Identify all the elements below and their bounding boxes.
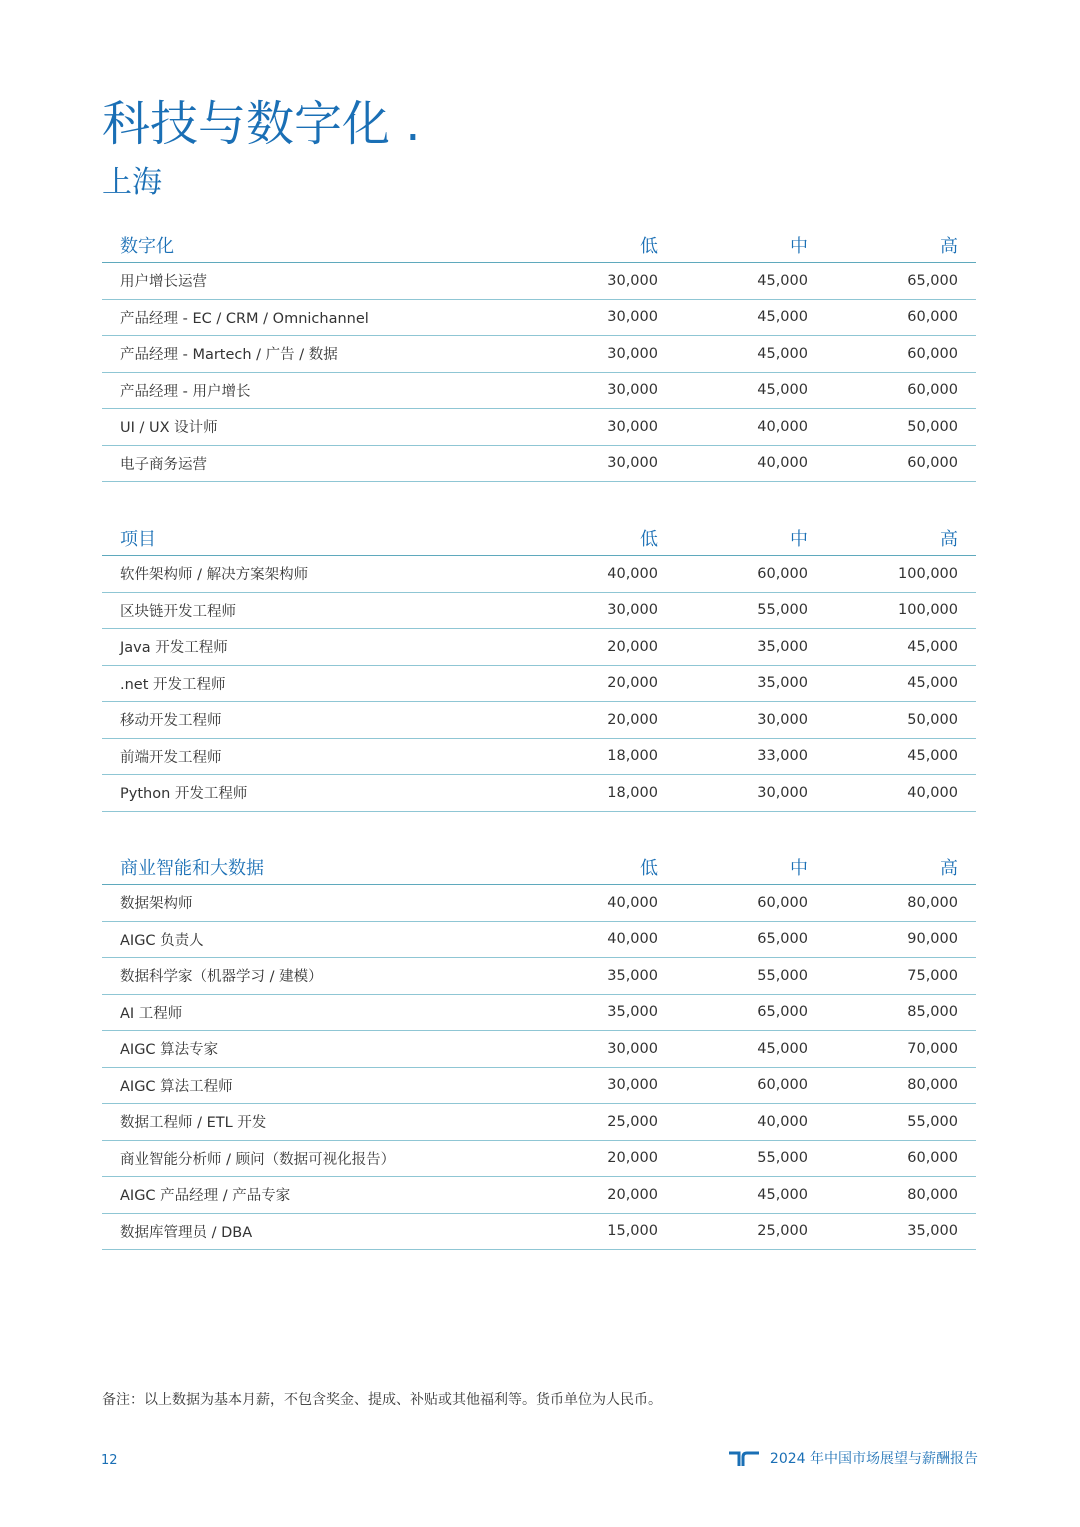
salary-mid: 60,000 — [757, 1077, 808, 1094]
salary-mid: 40,000 — [757, 1113, 808, 1130]
salary-high: 85,000 — [907, 1004, 958, 1021]
col-low: 低 — [640, 858, 658, 879]
salary-high: 90,000 — [907, 931, 958, 948]
salary-high: 80,000 — [907, 1077, 958, 1094]
col-mid: 中 — [790, 529, 808, 550]
salary-high: 40,000 — [907, 784, 958, 801]
table-row — [102, 1068, 976, 1105]
salary-low: 18,000 — [607, 784, 658, 801]
table-row — [102, 1104, 976, 1141]
salary-low: 30,000 — [607, 1077, 658, 1094]
salary-high: 100,000 — [898, 565, 958, 582]
page-subtitle: 上海 — [102, 165, 162, 200]
salary-low: 30,000 — [607, 272, 658, 289]
role-name: 数据库管理员 / DBA — [120, 1224, 253, 1241]
salary-low: 40,000 — [607, 931, 658, 948]
role-name: 前端开发工程师 — [120, 749, 222, 766]
salary-high: 45,000 — [907, 638, 958, 655]
table-row — [102, 446, 976, 483]
salary-mid: 35,000 — [757, 638, 808, 655]
brand-logo-icon — [728, 1449, 760, 1467]
salary-table-projects — [102, 521, 976, 812]
salary-high: 60,000 — [907, 455, 958, 472]
salary-table-digital — [102, 228, 976, 482]
salary-high: 65,000 — [907, 272, 958, 289]
salary-low: 20,000 — [607, 711, 658, 728]
salary-high: 55,000 — [907, 1113, 958, 1130]
salary-high: 50,000 — [907, 418, 958, 435]
report-footer — [728, 1448, 978, 1468]
role-name: AIGC 产品经理 / 产品专家 — [120, 1188, 291, 1205]
salary-low: 30,000 — [607, 309, 658, 326]
page-number: 12 — [101, 1453, 118, 1468]
salary-low: 30,000 — [607, 455, 658, 472]
role-name: AI 工程师 — [120, 1005, 183, 1022]
col-low: 低 — [640, 529, 658, 550]
salary-mid: 33,000 — [757, 748, 808, 765]
table-row — [102, 373, 976, 410]
role-name: AIGC 算法专家 — [120, 1042, 219, 1059]
salary-low: 18,000 — [607, 748, 658, 765]
table-row — [102, 958, 976, 995]
salary-low: 40,000 — [607, 894, 658, 911]
salary-mid: 55,000 — [757, 602, 808, 619]
col-mid: 中 — [790, 236, 808, 257]
salary-table-bi-bigdata — [102, 850, 976, 1250]
role-name: 产品经理 - 用户增长 — [120, 383, 251, 400]
table-row — [102, 593, 976, 630]
table-header — [102, 850, 976, 885]
table-header — [102, 521, 976, 556]
table-row — [102, 409, 976, 446]
role-name: Python 开发工程师 — [120, 786, 248, 803]
salary-mid: 65,000 — [757, 931, 808, 948]
role-name: 移动开发工程师 — [120, 713, 222, 730]
table-row — [102, 1031, 976, 1068]
salary-high: 80,000 — [907, 894, 958, 911]
salary-low: 30,000 — [607, 602, 658, 619]
salary-high: 45,000 — [907, 748, 958, 765]
salary-mid: 30,000 — [757, 711, 808, 728]
role-name: .net 开发工程师 — [120, 676, 226, 693]
salary-high: 60,000 — [907, 309, 958, 326]
role-name: 数据科学家（机器学习 / 建模） — [120, 969, 323, 986]
table-row — [102, 1177, 976, 1214]
salary-high: 60,000 — [907, 382, 958, 399]
salary-high: 70,000 — [907, 1040, 958, 1057]
salary-mid: 45,000 — [757, 1040, 808, 1057]
col-mid: 中 — [790, 858, 808, 879]
table-row — [102, 885, 976, 922]
table-row — [102, 300, 976, 337]
col-low: 低 — [640, 236, 658, 257]
salary-mid: 40,000 — [757, 455, 808, 472]
table-row — [102, 556, 976, 593]
role-name: 商业智能分析师 / 顾问（数据可视化报告） — [120, 1151, 396, 1168]
role-name: AIGC 算法工程师 — [120, 1078, 233, 1095]
salary-high: 60,000 — [907, 1150, 958, 1167]
table-row — [102, 263, 976, 300]
salary-mid: 25,000 — [757, 1223, 808, 1240]
role-name: 数据工程师 / ETL 开发 — [120, 1115, 267, 1132]
salary-mid: 55,000 — [757, 1150, 808, 1167]
salary-high: 75,000 — [907, 967, 958, 984]
salary-high: 60,000 — [907, 345, 958, 362]
role-name: 用户增长运营 — [120, 274, 207, 291]
salary-low: 30,000 — [607, 1040, 658, 1057]
salary-mid: 45,000 — [757, 272, 808, 289]
salary-low: 20,000 — [607, 675, 658, 692]
table-header — [102, 228, 976, 263]
section-title: 商业智能和大数据 — [120, 858, 264, 879]
salary-mid: 40,000 — [757, 418, 808, 435]
role-name: 软件架构师 / 解决方案架构师 — [120, 567, 309, 584]
salary-mid: 35,000 — [757, 675, 808, 692]
salary-low: 40,000 — [607, 565, 658, 582]
table-row — [102, 702, 976, 739]
role-name: 产品经理 - Martech / 广告 / 数据 — [120, 347, 338, 364]
salary-high: 45,000 — [907, 675, 958, 692]
role-name: AIGC 负责人 — [120, 932, 204, 949]
salary-mid: 45,000 — [757, 309, 808, 326]
page-title: 科技与数字化 . — [102, 96, 421, 152]
salary-high: 100,000 — [898, 602, 958, 619]
col-high: 高 — [940, 529, 958, 550]
salary-low: 15,000 — [607, 1223, 658, 1240]
salary-low: 20,000 — [607, 1150, 658, 1167]
salary-mid: 60,000 — [757, 565, 808, 582]
salary-low: 20,000 — [607, 638, 658, 655]
salary-mid: 45,000 — [757, 1186, 808, 1203]
table-row — [102, 922, 976, 959]
table-row — [102, 739, 976, 776]
table-row — [102, 629, 976, 666]
salary-mid: 45,000 — [757, 345, 808, 362]
salary-high: 35,000 — [907, 1223, 958, 1240]
role-name: UI / UX 设计师 — [120, 420, 218, 437]
salary-mid: 55,000 — [757, 967, 808, 984]
salary-mid: 65,000 — [757, 1004, 808, 1021]
table-row — [102, 1214, 976, 1251]
table-row — [102, 995, 976, 1032]
table-row — [102, 336, 976, 373]
salary-low: 30,000 — [607, 418, 658, 435]
role-name: 区块链开发工程师 — [120, 603, 236, 620]
col-high: 高 — [940, 858, 958, 879]
salary-low: 20,000 — [607, 1186, 658, 1203]
salary-high: 80,000 — [907, 1186, 958, 1203]
role-name: Java 开发工程师 — [120, 640, 228, 657]
salary-high: 50,000 — [907, 711, 958, 728]
section-title: 项目 — [120, 529, 156, 550]
table-row — [102, 775, 976, 812]
footnote: 备注：以上数据为基本月薪，不包含奖金、提成、补贴或其他福利等。货币单位为人民币。 — [102, 1392, 662, 1408]
salary-low: 30,000 — [607, 382, 658, 399]
report-title: 2024 年中国市场展望与薪酬报告 — [769, 1451, 978, 1467]
salary-low: 30,000 — [607, 345, 658, 362]
salary-low: 25,000 — [607, 1113, 658, 1130]
salary-low: 35,000 — [607, 1004, 658, 1021]
salary-mid: 60,000 — [757, 894, 808, 911]
col-high: 高 — [940, 236, 958, 257]
section-title: 数字化 — [120, 236, 174, 257]
role-name: 产品经理 - EC / CRM / Omnichannel — [120, 310, 369, 327]
salary-mid: 45,000 — [757, 382, 808, 399]
table-row — [102, 666, 976, 703]
salary-low: 35,000 — [607, 967, 658, 984]
role-name: 电子商务运营 — [120, 456, 207, 473]
role-name: 数据架构师 — [120, 896, 193, 913]
table-row — [102, 1141, 976, 1178]
salary-mid: 30,000 — [757, 784, 808, 801]
